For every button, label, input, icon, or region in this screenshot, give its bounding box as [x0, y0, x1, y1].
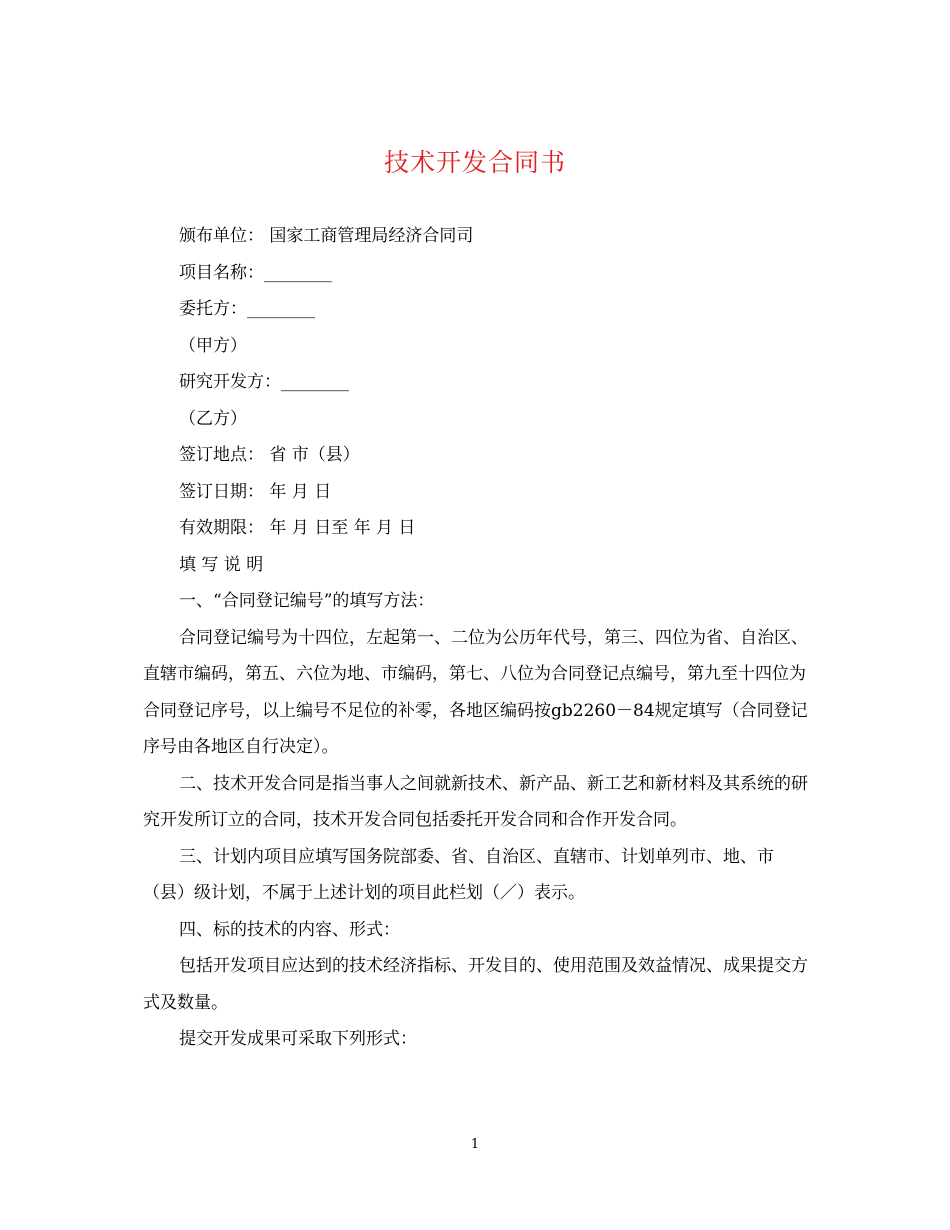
signing-place-line: 签订地点： 省 市（县） — [179, 445, 360, 465]
paragraph-registration-number: 合同登记编号为十四位，左起第一、二位为公历年代号，第三、四位为省、自治区、直辖市编码，第五、六位为地、市编码，第七、八位为合同登记点编号，第九至十四位为合同登记序号，以上编号不足位的补零，各地区编码按gb2260－84规定填写（合同登记序号由各地区自行决定）。 — [143, 627, 808, 757]
paragraph-development-content: 包括开发项目应达到的技术经济指标、开发目的、使用范围及效益情况、成果提交方式及数量。 — [143, 956, 808, 1013]
section-one-heading: 一、“合同登记编号”的填写方法： — [179, 591, 435, 611]
project-name-line: 项目名称：________ — [179, 262, 332, 283]
paragraph-plan-projects: 三、计划内项目应填写国务院部委、省、自治区、直辖市、计划单列市、地、市（县）级计划，不属于上述计划的项目此栏划（／）表示。 — [143, 846, 774, 903]
instructions-heading: 填 写 说 明 — [179, 554, 264, 575]
developer-line: 研究开发方：________ — [179, 372, 349, 392]
paragraph-section-four-heading: 四、标的技术的内容、形式： — [179, 919, 400, 940]
paragraph-contract-definition: 二、技术开发合同是指当事人之间就新技术、新产品、新工艺和新材料及其系统的研究开发所订立的合同，技术开发合同包括委托开发合同和合作开发合同。 — [143, 773, 808, 830]
signing-date-line: 签订日期： 年 月 日 — [179, 481, 332, 502]
client-line: 委托方：________ — [179, 299, 315, 319]
party-b-line: （乙方） — [179, 408, 247, 429]
paragraph-result-forms: 提交开发成果可采取下列形式： — [179, 1029, 417, 1049]
page-number: 1 — [470, 1137, 480, 1152]
validity-line: 有效期限： 年 月 日至 年 月 日 — [179, 518, 416, 538]
issuer-line: 颁布单位： 国家工商管理局经济合同司 — [179, 226, 474, 246]
party-a-line: （甲方） — [179, 335, 247, 356]
document-body — [143, 218, 813, 1058]
document-title: 技术开发合同书 — [383, 148, 566, 177]
